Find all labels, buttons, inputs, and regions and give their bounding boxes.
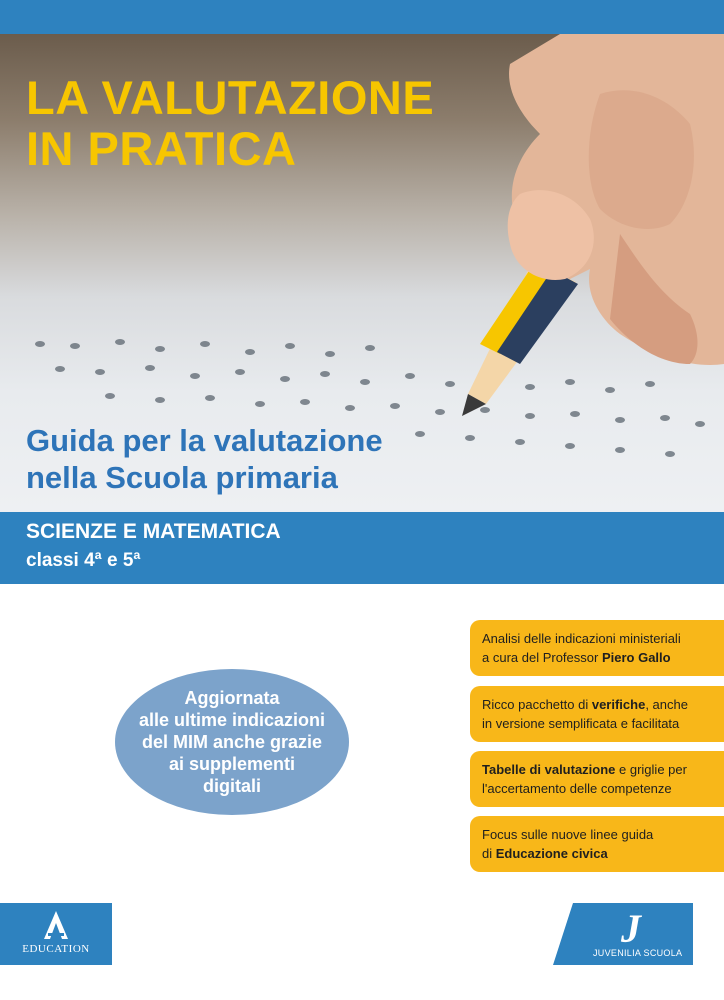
- feature-line: l'accertamento delle competenze: [482, 781, 672, 796]
- feature-text: a cura del Professor: [482, 650, 602, 665]
- feature-text: Ricco pacchetto di: [482, 697, 592, 712]
- education-logo: [0, 903, 112, 965]
- feature-item-verifiche: [470, 686, 724, 742]
- feature-bold-text: Piero Gallo: [601, 650, 671, 665]
- feature-line: [482, 844, 724, 863]
- oval-line: Aggiornata: [184, 688, 280, 708]
- oval-line: alle ultime indicazioni: [138, 710, 326, 730]
- feature-text: e griglie per: [615, 762, 687, 777]
- subject-title: SCIENZE E MATEMATICA: [26, 520, 281, 543]
- feature-line: [482, 760, 724, 779]
- cover-photo: [0, 34, 724, 512]
- feature-line: [482, 695, 724, 714]
- feature-item-educazione-civica: [470, 816, 724, 872]
- top-bar: [0, 0, 724, 34]
- feature-line: [482, 648, 724, 667]
- oval-line: del MIM anche grazie: [141, 732, 323, 752]
- mondadori-a-icon: [44, 911, 68, 939]
- oval-line: digitali: [203, 776, 261, 796]
- juvenilia-j-mark: J: [621, 906, 641, 951]
- feature-line: Focus sulle nuove linee guida: [482, 827, 654, 842]
- cover-subtitle-line2: nella Scuola primaria: [26, 460, 338, 495]
- subject-classes: classi 4ª e 5ª: [26, 550, 141, 571]
- feature-line: Analisi delle indicazioni ministeriali: [482, 631, 681, 646]
- cover-subtitle-line1: Guida per la valutazione: [26, 423, 383, 458]
- update-oval-badge: [115, 669, 349, 815]
- oval-line: ai supplementi: [168, 754, 296, 774]
- feature-bold-text: verifiche: [591, 697, 646, 712]
- juvenilia-logo: [553, 903, 693, 965]
- cover-title-line2: IN PRATICA: [26, 122, 297, 175]
- oval-text: [132, 687, 332, 797]
- juvenilia-logo-label: JUVENILIA SCUOLA: [593, 948, 683, 958]
- feature-text: di: [482, 846, 496, 861]
- feature-text: , anche: [645, 697, 688, 712]
- cover-subtitle: [26, 422, 383, 496]
- feature-item-tabelle: [470, 751, 724, 807]
- feature-line: in versione semplificata e facilitata: [482, 716, 680, 731]
- cover-title: [26, 72, 434, 174]
- subject-band: [0, 512, 724, 584]
- feature-item-analisi: [470, 620, 724, 676]
- feature-bold-text: Tabelle di valutazione: [482, 762, 616, 777]
- education-logo-label: EDUCATION: [22, 943, 90, 955]
- feature-bold-text: Educazione civica: [495, 846, 608, 861]
- cover-title-line1: LA VALUTAZIONE: [26, 71, 435, 124]
